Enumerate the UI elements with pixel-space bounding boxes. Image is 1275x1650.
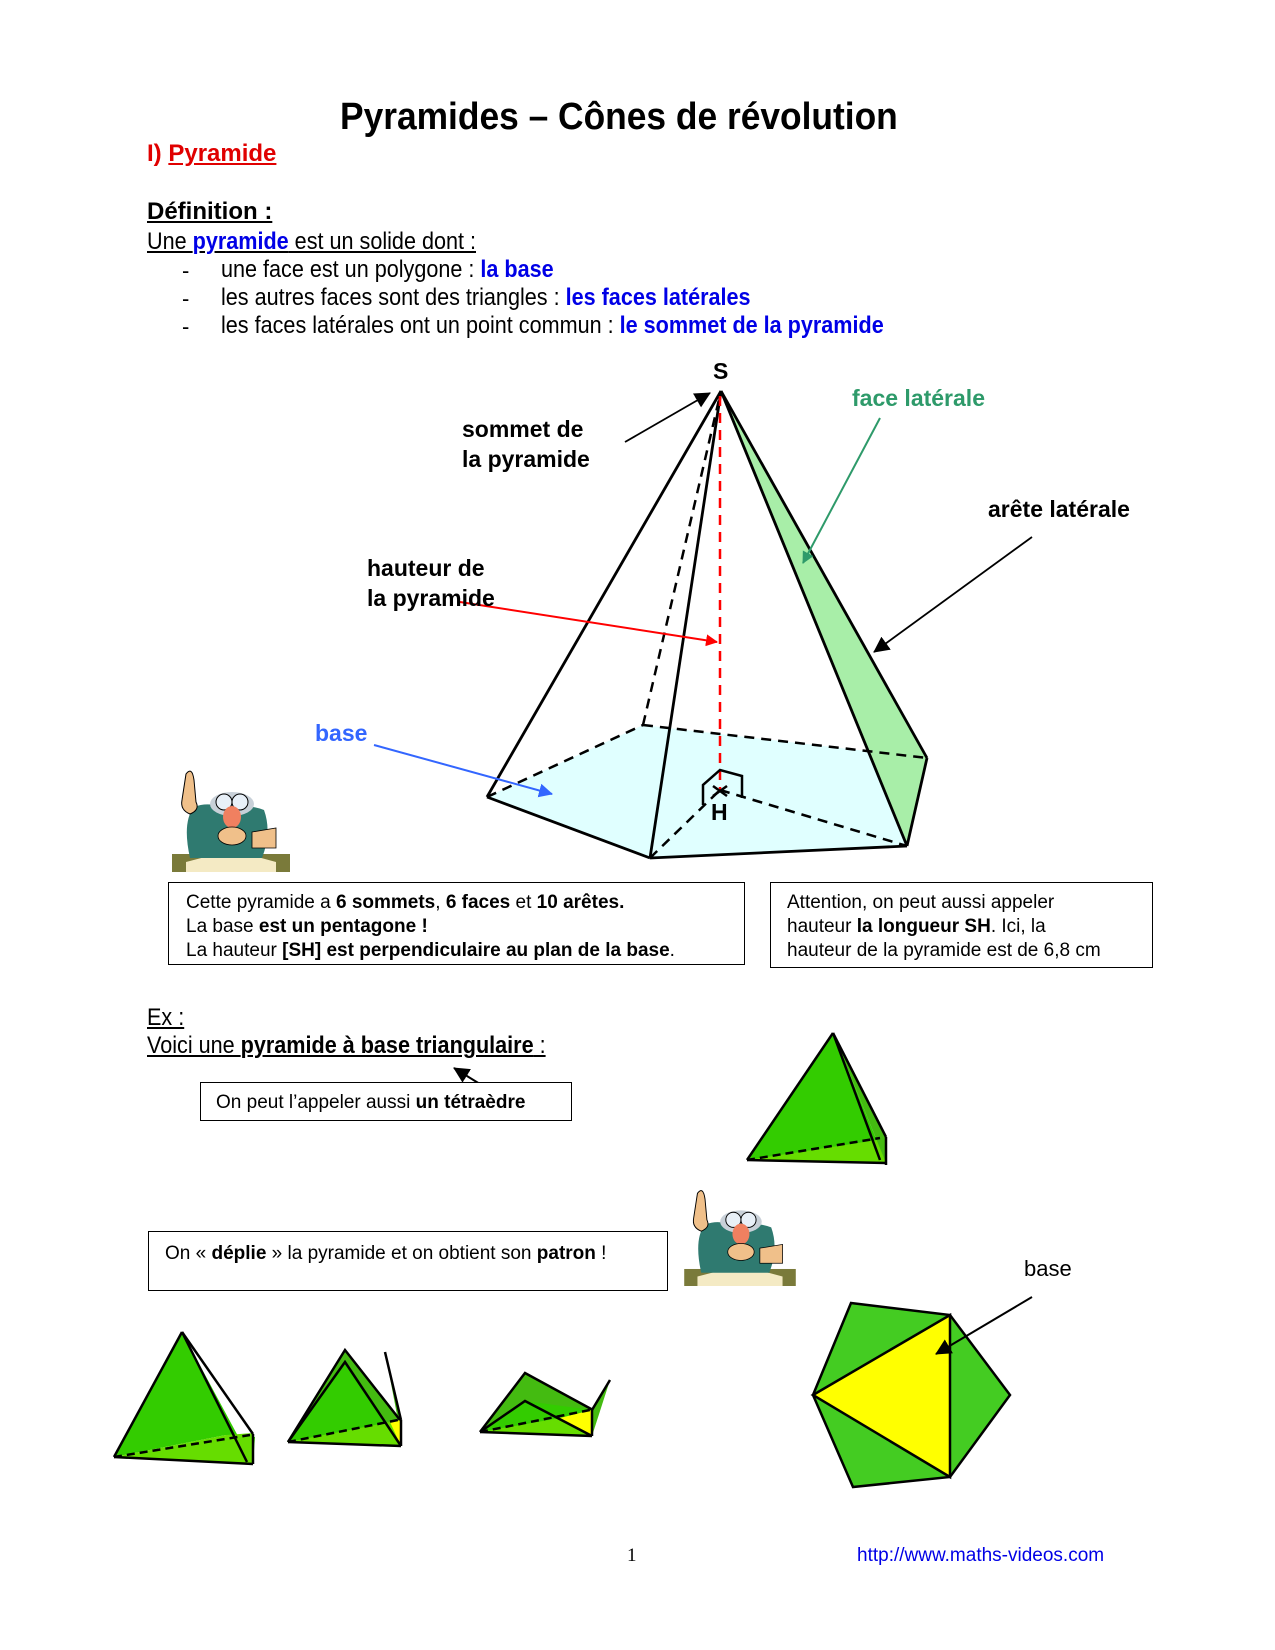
tetrahedron-icon xyxy=(747,1033,886,1165)
foot-label: H xyxy=(711,799,728,825)
info-box: Cette pyramide a 6 sommets, 6 faces et 10 arêtes. La base est un pentagone ! La hauteur [SH] est perpendiculaire au plan de la base. xyxy=(168,882,745,965)
definition-item: les faces latérales ont un point commun : le sommet de la pyramide xyxy=(221,312,884,339)
apex-label: S xyxy=(713,358,729,384)
section-heading: I) Pyramide xyxy=(147,140,277,167)
face-label: face latérale xyxy=(852,385,985,411)
unfold-step-2-icon xyxy=(287,1350,401,1446)
bullet-dash: - xyxy=(182,314,190,339)
unfold-step-1-icon xyxy=(114,1332,255,1464)
arete-label: arête latérale xyxy=(988,496,1130,522)
page-title: Pyramides – Cônes de révolution xyxy=(340,96,898,138)
attention-box: Attention, on peut aussi appeler hauteur la longueur SH. Ici, la hauteur de la pyramide est de 6,8 cm xyxy=(770,882,1153,968)
definition-item: une face est un polygone : la base xyxy=(221,256,554,283)
footer-link[interactable]: http://www.maths-videos.com xyxy=(857,1545,1105,1566)
tetraedre-note-box: On peut l’appeler aussi un tétraèdre xyxy=(200,1082,572,1121)
bullet-dash: - xyxy=(182,258,190,283)
net-base-label: base xyxy=(1024,1256,1072,1281)
unfold-step-3-icon xyxy=(480,1373,610,1436)
example-intro: Voici une pyramide à base triangulaire : xyxy=(147,1032,546,1059)
definition-item: les autres faces sont des triangles : les faces latérales xyxy=(221,284,751,311)
bullet-dash: - xyxy=(182,286,190,311)
definition-intro: Une pyramide est un solide dont : xyxy=(147,228,477,255)
example-heading: Ex : xyxy=(147,1004,185,1031)
pyramid-net-icon xyxy=(813,1297,1032,1487)
definition-heading: Définition : xyxy=(147,198,273,225)
sommet-label: sommet de la pyramide xyxy=(462,416,590,472)
page-number: 1 xyxy=(627,1545,637,1566)
unfold-box: On « déplie » la pyramide et on obtient son patron ! xyxy=(148,1231,668,1291)
base-label: base xyxy=(315,720,368,746)
hauteur-label: hauteur de la pyramide xyxy=(367,555,495,611)
professor-mascot-icon xyxy=(684,1182,796,1286)
